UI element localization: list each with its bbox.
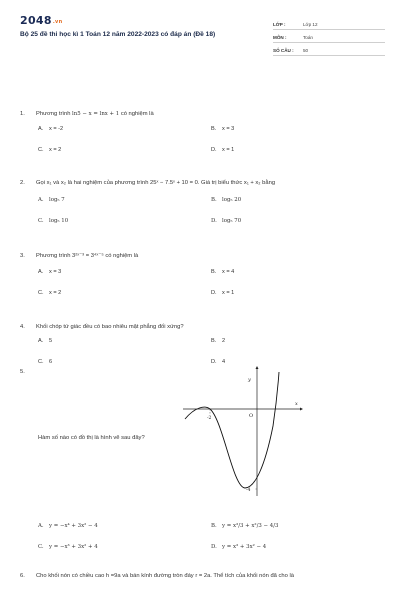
x-axis-label: x [295, 401, 298, 407]
question-text [20, 572, 380, 580]
option-label: D. [211, 544, 217, 550]
question-number: 5. [20, 369, 25, 375]
option-value: y = x³/3 + x²/3 − 4/3 [222, 523, 279, 529]
origin-label: O [249, 413, 254, 419]
option-value: log₅ 7 [49, 197, 65, 203]
option-a[interactable] [38, 269, 61, 275]
option-value: 5 [49, 338, 53, 344]
question-text [20, 110, 380, 118]
option-label: A. [38, 269, 44, 275]
option-label: B. [211, 338, 217, 344]
question-text [20, 323, 380, 331]
option-label: D. [211, 359, 217, 365]
meta-count-row [273, 43, 385, 56]
option-label: C. [38, 359, 44, 365]
option-label: C. [38, 544, 44, 550]
option-d[interactable] [211, 290, 234, 296]
meta-subject-row [273, 30, 385, 43]
y-axis-label: y [248, 377, 251, 383]
x-tick-neg2: -2 [207, 416, 212, 421]
option-d[interactable] [211, 218, 241, 224]
option-value: x = -2 [49, 126, 64, 132]
option-value: 6 [49, 359, 53, 365]
x-axis-arrow [300, 408, 303, 411]
meta-value: 50 [303, 48, 309, 53]
logo-suffix: .vn [52, 19, 63, 25]
option-value: y = −x⁴ + 3x² − 4 [49, 523, 98, 529]
option-b[interactable] [211, 338, 225, 344]
option-value: x = 3 [49, 269, 62, 275]
option-label: B. [211, 269, 217, 275]
question-text-part: Khối chóp tứ giác đều có bao nhiêu mặt phẳng đối xứng? [36, 324, 184, 330]
option-value: x = 1 [222, 147, 235, 153]
option-c[interactable] [38, 147, 61, 153]
option-c[interactable] [38, 218, 68, 224]
option-a[interactable] [38, 126, 63, 132]
option-b[interactable] [211, 126, 234, 132]
question-text-part: Cho khối nón có chiều cao h =9a và bán kính đường tròn đáy r = 2a. Thể tích của khối nón đã cho là [36, 573, 294, 579]
question-text-part: Gọi x₁ và x₂ là hai nghiệm của phương trình 25ˣ − 7.5ˣ + 10 = 0. Giá trị biểu thức x₁ + x₂ bằng [36, 180, 276, 186]
graph-curve [185, 372, 279, 488]
option-label: C. [38, 147, 44, 153]
option-value: x = 2 [49, 290, 62, 296]
option-label: D. [211, 147, 217, 153]
question-math: ln5 − x = lnx + 1 [72, 111, 120, 117]
option-value: log₅ 70 [222, 218, 242, 224]
option-a[interactable] [38, 338, 52, 344]
option-value: x = 2 [49, 147, 62, 153]
option-label: C. [38, 290, 44, 296]
option-c[interactable] [38, 290, 61, 296]
option-label: D. [211, 290, 217, 296]
question-number: 2. [20, 180, 25, 186]
option-value: y = x³ + 3x² − 4 [222, 544, 267, 550]
y-axis-arrow [256, 366, 259, 369]
question-text [20, 179, 380, 187]
option-label: A. [38, 126, 44, 132]
option-value: log₅ 10 [49, 218, 69, 224]
option-label: D. [211, 218, 217, 224]
question-number: 6. [20, 573, 25, 579]
y-tick-neg4: -4 [246, 488, 251, 493]
question-number: 4. [20, 324, 25, 330]
option-d[interactable] [211, 544, 266, 550]
option-label: A. [38, 197, 44, 203]
exam-meta [273, 17, 385, 56]
question-text-part: Phương trình [36, 111, 73, 117]
option-label: B. [211, 126, 217, 132]
meta-value: Toán [303, 35, 313, 40]
option-value: 2 [222, 338, 226, 344]
option-d[interactable] [211, 359, 225, 365]
meta-key: LỚP : [273, 22, 286, 27]
option-a[interactable] [38, 523, 98, 529]
option-label: B. [211, 197, 217, 203]
option-a[interactable] [38, 197, 65, 203]
meta-key: MÔN : [273, 35, 287, 40]
option-b[interactable] [211, 269, 234, 275]
question-text: Hàm số nào có đồ thị là hình vẽ sau đây? [38, 435, 145, 441]
option-value: y = −x³ + 3x² + 4 [49, 544, 98, 550]
option-b[interactable] [211, 523, 278, 529]
option-label: A. [38, 338, 44, 344]
question-text-part: Phương trình 3²ˣ⁻³ = 3⁴ˣ⁻⁵ có nghiệm là [36, 253, 139, 259]
option-value: x = 3 [222, 126, 235, 132]
meta-grade-row [273, 17, 385, 30]
question-number: 3. [20, 253, 25, 259]
option-label: C. [38, 218, 44, 224]
exam-title: Bộ 25 đề thi học kì 1 Toán 12 năm 2022-2023 có đáp án (Đề 18) [20, 31, 216, 38]
option-value: 4 [222, 359, 226, 365]
option-c[interactable] [38, 359, 52, 365]
option-label: A. [38, 523, 44, 529]
meta-value: Lớp 12 [303, 22, 318, 27]
logo-main: 2048 [20, 14, 52, 27]
option-value: log₅ 20 [222, 197, 242, 203]
option-label: B. [211, 523, 217, 529]
option-b[interactable] [211, 197, 241, 203]
option-value: x = 4 [222, 269, 235, 275]
option-c[interactable] [38, 544, 98, 550]
option-d[interactable] [211, 147, 234, 153]
question-number: 1. [20, 111, 25, 117]
page-header [20, 14, 385, 68]
option-value: x = 1 [222, 290, 235, 296]
question-text [20, 252, 380, 260]
question-text-part: có nghiệm là [119, 111, 154, 117]
function-graph [183, 366, 303, 496]
meta-key: SỐ CÂU : [273, 48, 294, 53]
